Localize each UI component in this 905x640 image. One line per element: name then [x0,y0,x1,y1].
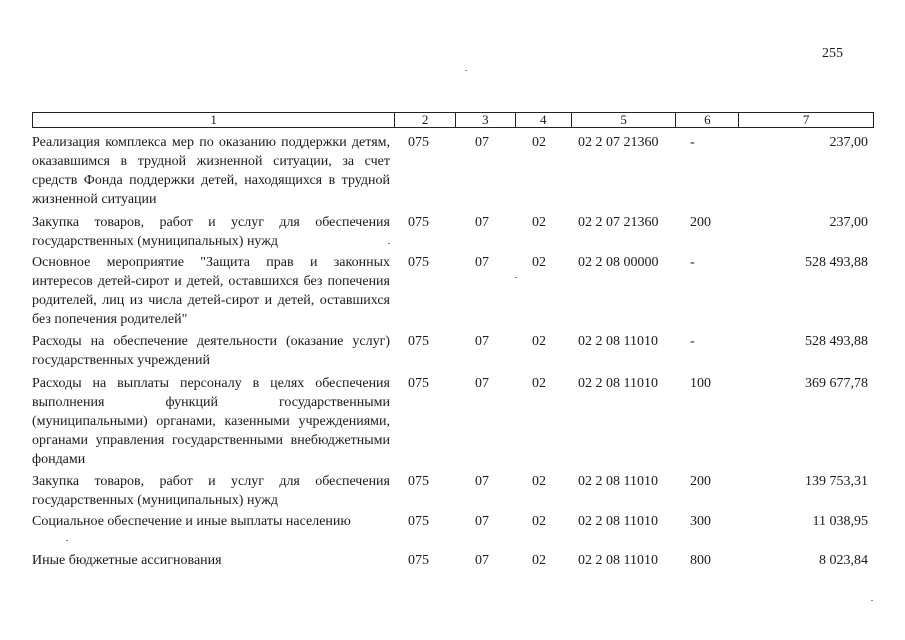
cell-code-3: 07 [475,474,489,489]
cell-code-5: 02 2 08 11010 [578,474,658,489]
cell-code-4: 02 [532,553,546,568]
cell-code-2: 075 [408,376,429,391]
scan-speck [66,540,68,541]
row-description: Закупка товаров, работ и услуг для обеспечения государственных (муниципальных) нужд [32,215,390,249]
header-cell-7: 7 [802,112,810,127]
cell-code-6: 300 [690,514,711,529]
row-description: Основное мероприятие "Защита прав и законных интересов детей-сирот и детей, оставшихся без попечения родителей, лиц из числа детей-сирот и детей, оставшихся без попечения родителей" [32,255,390,327]
cell-code-5: 02 2 08 11010 [578,553,658,568]
cell-code-3: 07 [475,376,489,391]
cell-code-2: 075 [408,255,429,270]
row-description: Реализация комплекса мер по оказанию поддержки детям, оказавшимся в трудной жизненной ситуации, за счет средств Фонда поддержки детей, находящихся в трудной жизненной ситуации [32,135,390,207]
cell-amount: 237,00 [829,135,868,150]
cell-code-2: 075 [408,135,429,150]
cell-code-6: 200 [690,215,711,230]
cell-amount: 11 038,95 [812,514,868,529]
row-description: Расходы на выплаты персоналу в целях обеспечения выполнения функций государственными (муниципальными) органами, казенными учреждениями, органами управления государственными внебюджетными фондами [32,376,390,467]
cell-code-3: 07 [475,514,489,529]
cell-code-5: 02 2 08 11010 [578,514,658,529]
cell-code-6: - [690,334,695,349]
scan-speck [515,277,517,278]
row-description: Иные бюджетные ассигнования [32,553,222,568]
cell-code-4: 02 [532,255,546,270]
cell-code-2: 075 [408,553,429,568]
cell-amount: 237,00 [829,215,868,230]
cell-amount: 8 023,84 [819,553,868,568]
cell-code-5: 02 2 08 11010 [578,376,658,391]
cell-code-2: 075 [408,215,429,230]
header-cell-3: 3 [456,113,516,127]
cell-code-5: 02 2 07 21360 [578,135,659,150]
cell-code-4: 02 [532,514,546,529]
cell-code-2: 075 [408,334,429,349]
header-cell-1: 1 [33,113,395,127]
cell-code-6: - [690,255,695,270]
header-cell-6: 6 [676,113,739,127]
cell-code-3: 07 [475,135,489,150]
cell-code-4: 02 [532,474,546,489]
header-cell-4: 4 [516,113,572,127]
cell-code-4: 02 [532,334,546,349]
cell-code-6: 200 [690,474,711,489]
page-number: 255 [822,46,843,61]
scan-speck [388,243,390,244]
row-description: Расходы на обеспечение деятельности (оказание услуг) государственных учреждений [32,334,390,368]
header-cell-2: 2 [395,113,456,127]
cell-code-4: 02 [532,135,546,150]
cell-amount: 139 753,31 [805,474,868,489]
cell-code-2: 075 [408,514,429,529]
cell-code-3: 07 [475,334,489,349]
cell-code-3: 07 [475,553,489,568]
scan-speck [465,70,467,71]
cell-code-3: 07 [475,215,489,230]
cell-code-6: 100 [690,376,711,391]
cell-code-6: 800 [690,553,711,568]
scan-speck [871,600,873,601]
cell-code-5: 02 2 07 21360 [578,215,659,230]
header-cell-5: 5 [572,113,677,127]
row-description: Закупка товаров, работ и услуг для обеспечения государственных (муниципальных) нужд [32,474,390,508]
cell-amount: 369 677,78 [805,376,868,391]
cell-code-4: 02 [532,215,546,230]
cell-code-6: - [690,135,695,150]
cell-code-2: 075 [408,474,429,489]
cell-code-3: 07 [475,255,489,270]
cell-code-4: 02 [532,376,546,391]
cell-amount: 528 493,88 [805,334,868,349]
cell-code-5: 02 2 08 11010 [578,334,658,349]
cell-amount: 528 493,88 [805,255,868,270]
row-description: Социальное обеспечение и иные выплаты населению [32,514,351,529]
cell-code-5: 02 2 08 00000 [578,255,659,270]
